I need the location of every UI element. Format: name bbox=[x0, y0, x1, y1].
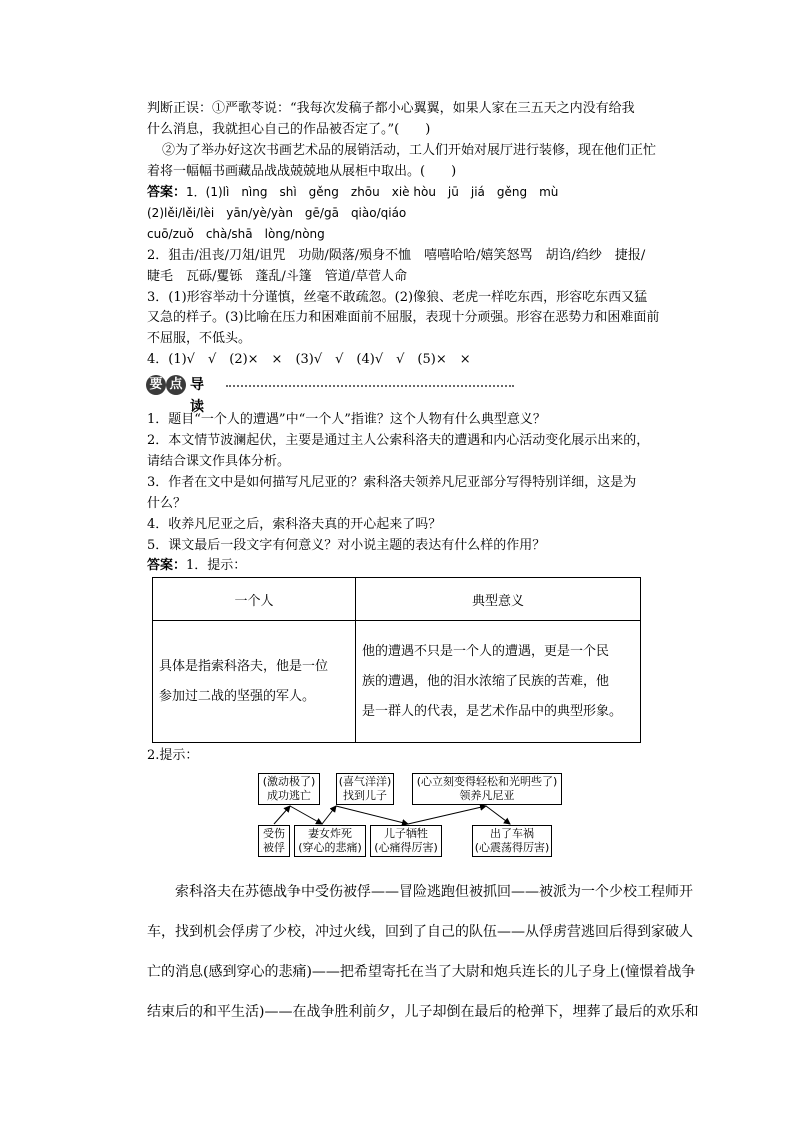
body-line-4: 结束后的和平生活)——在战争胜利前夕，儿子却倒在最后的枪弹下，埋葬了最后的欢乐和 bbox=[147, 1004, 699, 1020]
answer-line-5: 睫毛 瓦砾/矍铄 蓬乱/斗篷 管道/草菅人命 bbox=[147, 269, 408, 284]
answer2-label: 答案： bbox=[147, 558, 187, 573]
judge-line-4: 着将一幅幅书画藏品战战兢兢地从展柜中取出。( ) bbox=[147, 164, 457, 179]
answer-line-6: 3．(1)形容举动十分谨慎，丝毫不敢疏忽。(2)像狼、老虎一样吃东西，形容吃东西又猛 bbox=[147, 290, 648, 305]
diagram-box-escape bbox=[258, 773, 320, 805]
question-3a: 3．作者在文中是如何描写凡尼亚的？索科洛夫领养凡尼亚部分写得特别详细，这是为 bbox=[147, 475, 637, 490]
body-line-2: 车，找到机会俘虏了少校，冲过火线，回到了自己的队伍——从俘虏营逃回后得到家破人 bbox=[147, 924, 693, 940]
section-title: 导读 bbox=[190, 377, 204, 415]
table-cell-meaning-l1: 他的遭遇不只是一个人的遭遇，更是一个民 bbox=[362, 643, 610, 659]
arrow-1 bbox=[274, 806, 290, 824]
arrow-3 bbox=[322, 806, 336, 824]
judge-line-2: 什么消息，我就担心自己的作品被否定了。”( ) bbox=[147, 122, 431, 137]
question-1: 1．题目“一个人的遭遇”中“一个人”指谁？这个人物有什么典型意义？ bbox=[147, 412, 546, 427]
question-2a: 2．本文情节波澜起伏，主要是通过主人公索科洛夫的遭遇和内心活动变化展示出来的， bbox=[147, 433, 650, 448]
arrow-2 bbox=[290, 806, 322, 824]
body-line-3: 亡的消息(感到穿心的悲痛)——把希望寄托在当了大尉和炮兵连长的儿子身上(憧憬着战争 bbox=[147, 964, 696, 980]
question-5: 5．课文最后一段文字有何意义？对小说主题的表达有什么样的作用？ bbox=[147, 538, 546, 553]
answer-line-7: 又急的样子。(3)比喻在压力和困难面前不屈服，表现十分顽强。形容在恶势力和困难面前 bbox=[147, 310, 660, 325]
answer-line-4: 2．狙击/沮丧/刀俎/诅咒 功勋/陨落/殒身不恤 嘻嘻哈哈/嬉笑怒骂 胡诌/绉纱 捷报/ bbox=[147, 248, 646, 263]
table-cell-person-l1: 具体是指索科洛夫，他是一位 bbox=[159, 658, 329, 674]
table-cell-meaning-l3: 是一群人的代表，是艺术作品中的典型形象。 bbox=[362, 703, 623, 719]
diagram-box-find-son bbox=[336, 773, 394, 805]
diagram-box-escape-l1: (激动极了) bbox=[262, 775, 316, 788]
answer2-text: 1．提示： bbox=[186, 558, 247, 573]
answer-line-2: (2)lěi/lěi/lèi yān/yè/yàn gē/gā qiào/qiáo bbox=[147, 206, 407, 220]
answer-pinyin-1: 1．(1)lì nìng shì gěng zhōu xiè hòu jū jiá gěng mù bbox=[186, 185, 559, 199]
diagram-box-wife-killed-l2: (穿心的悲痛) bbox=[298, 841, 362, 854]
diagram-box-find-son-l2: 找到儿子 bbox=[343, 789, 387, 802]
table-cell-meaning-l2: 族的遭遇，他的泪水浓缩了民族的苦难，他 bbox=[362, 673, 610, 689]
table-cell-person-l2: 参加过二战的坚强的军人。 bbox=[159, 688, 316, 704]
diagram-box-son-died-l1: 儿子牺牲 bbox=[384, 827, 428, 840]
answer-line-8: 不屈服，不低头。 bbox=[147, 331, 252, 346]
diagram-box-captured-l1: 受伤 bbox=[263, 827, 285, 840]
answer-line-9-visible: 4．(1)√ √ (2)× × (3)√ √ (4)√ √ (5)× × bbox=[147, 352, 471, 367]
diagram-box-captured bbox=[258, 825, 290, 857]
diagram-box-accident-l1: 出了车祸 bbox=[490, 827, 534, 840]
judge-line-1: 判断正误：①严歌苓说：“我每次发稿子都小心翼翼，如果人家在三五天之内没有给我 bbox=[147, 101, 635, 116]
diagram-box-find-son-l1: (喜气洋洋) bbox=[338, 775, 392, 788]
diagram-box-son-died-l2: (心痛得厉害) bbox=[374, 841, 438, 854]
diagram-box-adopt-l2: 领养凡尼亚 bbox=[459, 789, 515, 802]
arrow-6 bbox=[486, 806, 510, 824]
diagram-box-accident-l2: (心震荡得厉害) bbox=[474, 841, 550, 854]
body-line-1: 索科洛夫在苏德战争中受伤被俘——冒险逃跑但被抓回——被派为一个少校工程师开 bbox=[147, 884, 693, 900]
diagram-box-wife-killed-l1: 妻女炸死 bbox=[308, 827, 352, 840]
section-badge-1: 要 bbox=[146, 375, 166, 395]
arrow-5 bbox=[408, 806, 486, 824]
table-head-meaning: 典型意义 bbox=[356, 578, 641, 621]
diagram-box-adopt-l1: (心立刻变得轻松和光明些了) bbox=[416, 775, 558, 788]
diagram-box-escape-l2: 成功逃亡 bbox=[267, 789, 311, 802]
diagram-box-wife-killed bbox=[294, 825, 366, 857]
diagram-box-captured-l2: 被俘 bbox=[263, 841, 285, 854]
judge-line-3: ②为了举办好这次书画艺术品的展销活动，工人们开始对展厅进行装修，现在他们正忙 bbox=[162, 143, 657, 158]
question-2b: 请结合课文作具体分析。 bbox=[147, 454, 291, 469]
answer-line-3: cuō/zuǒ chà/shā lòng/nòng bbox=[147, 227, 325, 241]
question-4: 4．收养凡尼亚之后，索科洛夫真的开心起来了吗？ bbox=[147, 517, 442, 532]
diagram-box-adopt bbox=[412, 773, 562, 805]
question-3b: 什么？ bbox=[147, 496, 187, 511]
hint-2: 2.提示： bbox=[147, 748, 199, 763]
arrow-4 bbox=[336, 806, 408, 824]
diagram-box-son-died bbox=[370, 825, 442, 857]
section-badge-2: 点 bbox=[166, 375, 186, 395]
table-head-person: 一个人 bbox=[153, 578, 356, 621]
diagram-box-accident bbox=[472, 825, 552, 857]
answer-label: 答案： bbox=[147, 185, 187, 200]
